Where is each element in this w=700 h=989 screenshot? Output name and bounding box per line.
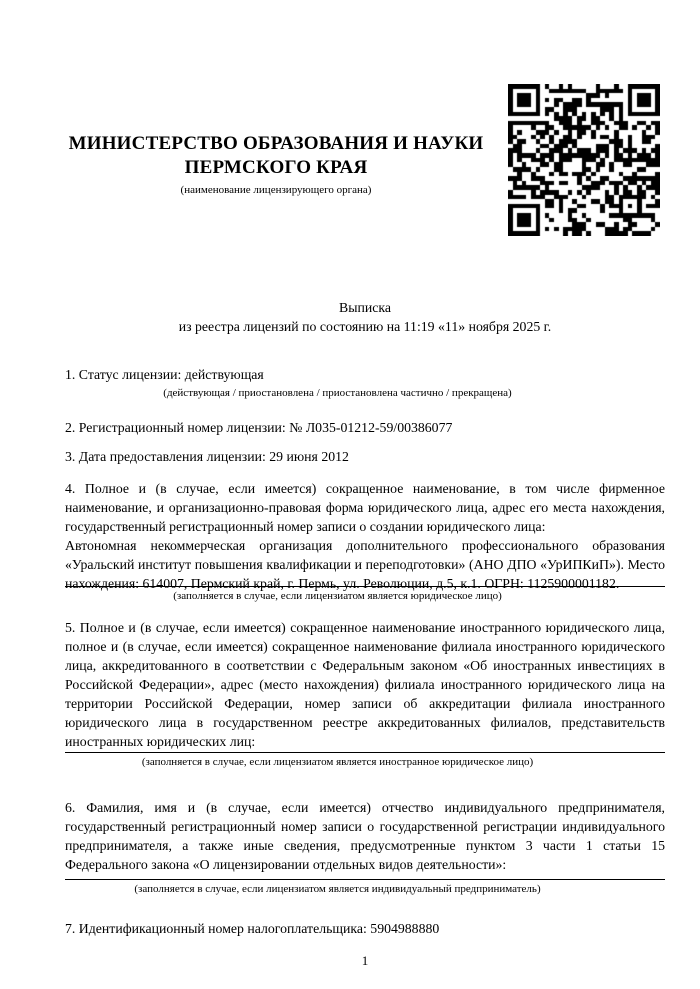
legal-entity-value: Автономная некоммерческая организация дополнительного профессионального образования «Уральский институт повышения квалификации и переподготовки» (АНО ДПО «УрИПКиП»). Место нахождения: 614007, Пермский край, г. Пермь, ул. Революции, д.5, к.1. ОГРН: 1125900001182. [65,538,665,591]
ministry-caption: (наименование лицензирующего органа) [180,184,372,196]
individual-entrepreneur-label: 6. Фамилия, имя и (в случае, если имеется) отчество индивидуального предпринимателя, государственный регистрационный номер записи о государственной регистрации индивидуального предпринимателя, а также иные сведения, предусмотренные пунктом 3 части 1 статьи 15 Федерального закона «О лицензировании отдельных видов деятельности»: [65,800,665,872]
qr-code-image [508,84,660,236]
fill-line [65,752,665,753]
field-legal-entity [65,479,665,604]
document-title-line2: из реестра лицензий по состоянию на 11:19 «11» ноября 2025 г. [178,319,552,334]
legal-entity-label: 4. Полное и (в случае, если имеется) сокращенное наименование, в том числе фирменное наименование, и организационно-правовая форма юридического лица, адрес его места нахождения, государственный регистрационный номер записи о создании юридического лица: [65,481,665,534]
individual-entrepreneur-note: (заполняется в случае, если лицензиатом является индивидуальный предприниматель) [134,883,541,895]
field-registration-number [65,418,665,437]
document-title [65,298,665,336]
fill-line [65,879,665,880]
field-license-date [65,447,665,466]
field-individual-entrepreneur [65,798,665,897]
legal-entity-note: (заполняется в случае, если лицензиатом является юридическое лицо) [173,590,502,602]
field-foreign-entity [65,618,665,770]
field-license-status [65,365,665,401]
license-status-options-note: (действующая / приостановлена / приостановлена частично / прекращена) [163,387,512,399]
document-body [65,365,665,938]
taxpayer-number-text: 7. Идентификационный номер налогоплательщика: 5904988880 [65,921,440,936]
foreign-entity-label: 5. Полное и (в случае, если имеется) сокращенное наименование иностранного юридического лица, полное и (в случае, если имеется) сокращенное наименование филиала иностранного юридического лица, аккредитованного в соответствии с Федеральным законом «Об иностранных инвестициях в Российской Федерации», адрес (место нахождения) филиала иностранного юридического лица на территории Российской Федерации, номер записи об аккредитации филиала иностранного юридического лица в государственном реестре аккредитованных филиалов, представительств иностранных юридических лиц: [65,620,665,749]
document-title-line1: Выписка [339,300,391,315]
license-status-text: 1. Статус лицензии: действующая [65,367,264,382]
licensing-authority-header [65,0,487,197]
foreign-entity-note: (заполняется в случае, если лицензиатом является иностранное юридическое лицо) [141,756,534,768]
page-number: 1 [361,953,369,968]
ministry-name-line2: ПЕРМСКОГО КРАЯ [184,157,368,178]
license-date-text: 3. Дата предоставления лицензии: 29 июня 2012 [65,449,349,464]
field-taxpayer-number [65,919,665,938]
ministry-name-line1: МИНИСТЕРСТВО ОБРАЗОВАНИЯ И НАУКИ [68,133,484,154]
registration-number-text: 2. Регистрационный номер лицензии: № Л035-01212-59/00386077 [65,420,453,435]
qr-code [508,84,660,236]
